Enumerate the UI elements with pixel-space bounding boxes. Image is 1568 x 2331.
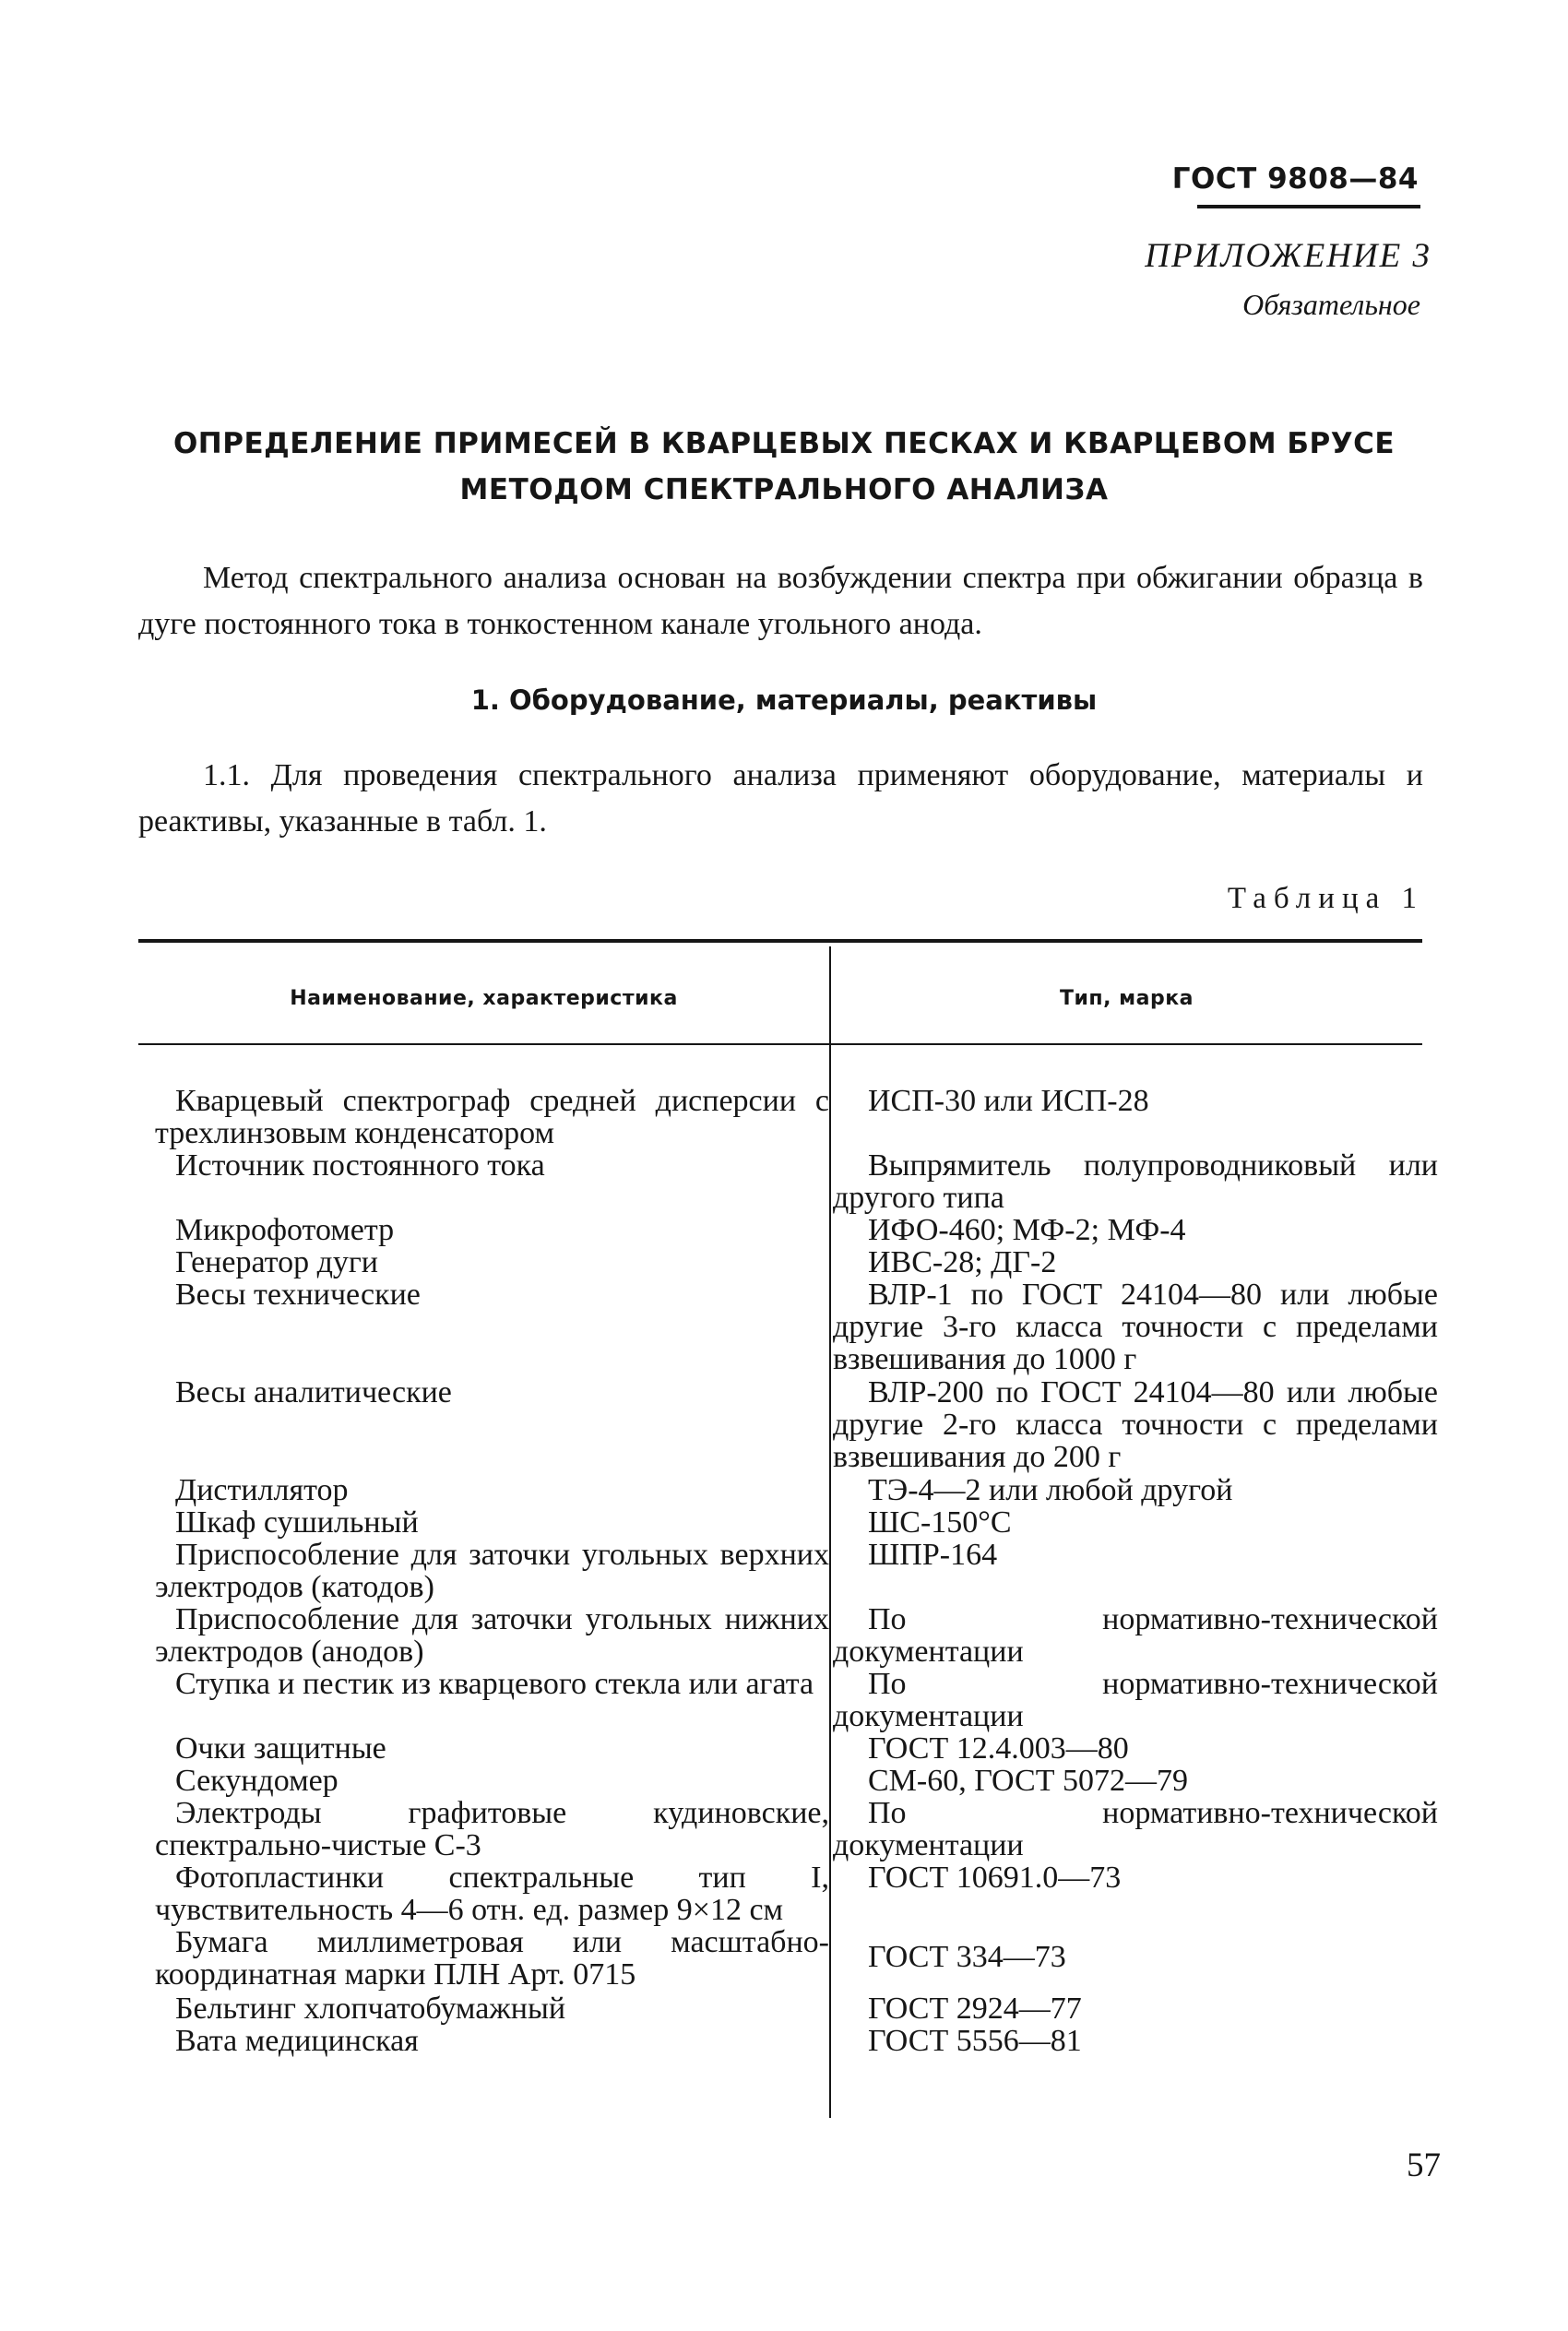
table-top-rule bbox=[138, 939, 1422, 943]
table-cell-type: ШПР-164 bbox=[868, 1538, 998, 1572]
table-cell-type: ИСП-30 или ИСП-28 bbox=[868, 1084, 1149, 1118]
table-cell-name: Шкаф сушильный bbox=[175, 1505, 419, 1540]
table-cell-type: По нормативно-технической документации bbox=[833, 1602, 1438, 1669]
appendix-status: Обязательное bbox=[1242, 288, 1420, 321]
table-cell-type: По нормативно-технической документации bbox=[833, 1667, 1438, 1733]
standard-code: ГОСТ 9808—84 bbox=[1171, 162, 1419, 196]
table-cell-name: Кварцевый спектрограф средней дисперсии с трехлинзовым конденсатором bbox=[155, 1084, 829, 1150]
table-cell-type: ИФО-460; МФ-2; МФ-4 bbox=[868, 1213, 1186, 1247]
table-cell-type: ИВС-28; ДГ-2 bbox=[868, 1245, 1057, 1279]
table-cell-name: Микрофотометр bbox=[175, 1213, 395, 1247]
table-cell-type: Выпрямитель полупроводниковый или другого типа bbox=[833, 1148, 1438, 1215]
page-title bbox=[138, 421, 1430, 513]
column-divider bbox=[829, 946, 831, 2118]
table-cell-type: ГОСТ 10691.0—73 bbox=[868, 1861, 1122, 1895]
header-underline bbox=[1197, 205, 1420, 208]
table-cell-name: Приспособление для заточки угольных нижних электродов (анодов) bbox=[155, 1602, 829, 1669]
intro-paragraph: Метод спектрального анализа основан на возбуждении спектра при обжигании образца в дуге постоянного тока в тонкостенном канале угольного анода. bbox=[138, 561, 1423, 641]
table-cell-name: Бельтинг хлопчатобумажный bbox=[175, 1992, 566, 2026]
table-cell-type: ТЭ-4—2 или любой другой bbox=[868, 1473, 1233, 1507]
table-cell-name: Источник постоянного тока bbox=[175, 1148, 545, 1183]
table-cell-name: Дистиллятор bbox=[175, 1473, 349, 1507]
table-cell-type: ВЛР-1 по ГОСТ 24104—80 или любые другие 3-го класса точности с пределами взвешивания до 1000 г bbox=[833, 1278, 1438, 1376]
table-cell-name: Секундомер bbox=[175, 1764, 339, 1798]
table-cell-type: ШС-150°С bbox=[868, 1505, 1012, 1540]
table-header-rule bbox=[138, 1043, 1422, 1045]
table-cell-name: Вата медицинская bbox=[175, 2024, 419, 2058]
column-header-type: Тип, марка bbox=[1060, 987, 1194, 1010]
column-header-name: Наименование, характеристика bbox=[290, 987, 678, 1010]
table-cell-name: Бумага миллиметровая или масштабно-координатная марки ПЛН Арт. 0715 bbox=[155, 1925, 829, 1992]
table-cell-name: Электроды графитовые кудиновские, спектрально-чистые С-3 bbox=[155, 1796, 829, 1862]
title-line-1: ОПРЕДЕЛЕНИЕ ПРИМЕСЕЙ В КВАРЦЕВЫХ ПЕСКАХ И КВАРЦЕВОМ БРУСЕ bbox=[172, 427, 1396, 460]
table-cell-name: Приспособление для заточки угольных верхних электродов (катодов) bbox=[155, 1538, 829, 1604]
table-cell-type: СМ-60, ГОСТ 5072—79 bbox=[868, 1764, 1188, 1798]
table-cell-type: ГОСТ 2924—77 bbox=[868, 1992, 1082, 2026]
table-cell-name: Ступка и пестик из кварцевого стекла или агата bbox=[175, 1667, 814, 1701]
appendix-label: ПРИЛОЖЕНИЕ 3 bbox=[1145, 237, 1431, 275]
table-cell-type: ГОСТ 12.4.003—80 bbox=[868, 1731, 1129, 1766]
table-cell-name: Фотопластинки спектральные тип I, чувствительность 4—6 отн. ед. размер 9×12 см bbox=[155, 1861, 829, 1927]
table-cell-type: ВЛР-200 по ГОСТ 24104—80 или любые другие 2-го класса точности с пределами взвешивания до 200 г bbox=[833, 1375, 1438, 1474]
table-cell-name: Весы технические bbox=[175, 1278, 421, 1312]
table-cell-type: ГОСТ 334—73 bbox=[868, 1940, 1066, 1974]
table-cell-type: По нормативно-технической документации bbox=[833, 1796, 1438, 1862]
page-number: 57 bbox=[1407, 2147, 1441, 2184]
table-cell-type: ГОСТ 5556—81 bbox=[868, 2024, 1082, 2058]
table-cell-name: Весы аналитические bbox=[175, 1375, 452, 1409]
section-heading: 1. Оборудование, материалы, реактивы bbox=[470, 684, 1098, 716]
table-caption: Таблица 1 bbox=[1227, 882, 1424, 915]
clause-1-1: 1.1. Для проведения спектрального анализа применяют оборудование, материалы и реактивы, указанные в табл. 1. bbox=[138, 758, 1423, 838]
table-cell-name: Очки защитные bbox=[175, 1731, 386, 1766]
table-cell-name: Генератор дуги bbox=[175, 1245, 379, 1279]
title-line-2: МЕТОДОМ СПЕКТРАЛЬНОГО АНАЛИЗА bbox=[459, 473, 1109, 506]
